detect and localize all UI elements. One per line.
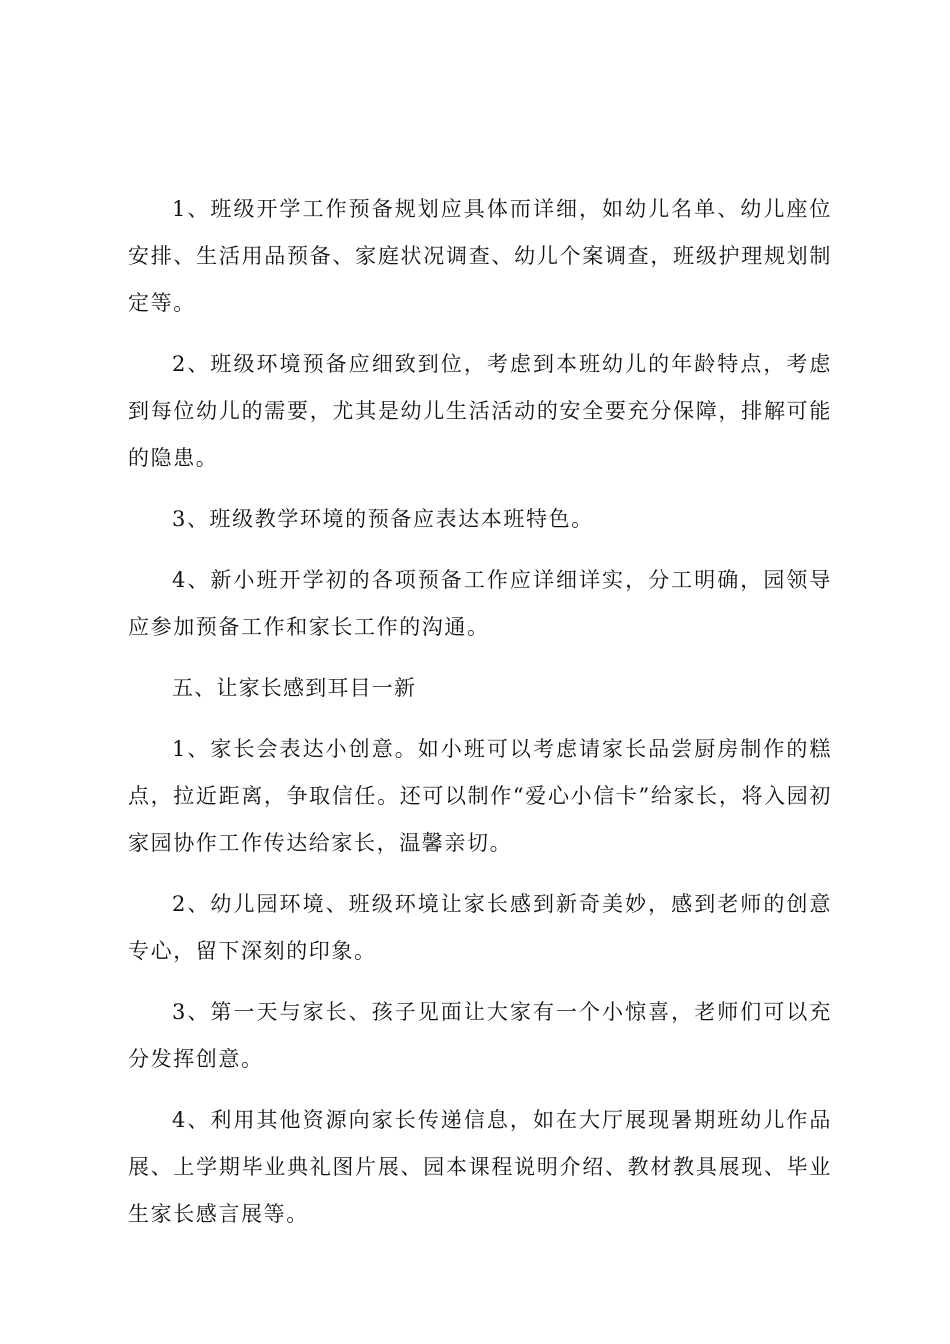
paragraph-first-day: 3、第一天与家长、孩子见面让大家有一个小惊喜，老师们可以充分发挥创意。: [128, 1000, 832, 1071]
paragraph-kindergarten-environment: 2、幼儿园环境、班级环境让家长感到新奇美妙，感到老师的创意专心，留下深刻的印象。: [128, 892, 832, 963]
paragraph-other-resources: 4、利用其他资源向家长传递信息，如在大厅展现暑期班幼儿作品展、上学期毕业典礼图片展、园本课程说明介绍、教材教具展现、毕业生家长感言展等。: [128, 1108, 832, 1226]
paragraph-parent-meeting: 1、家长会表达小创意。如小班可以考虑请家长品尝厨房制作的糕点，拉近距离，争取信任。还可以制作“爱心小信卡”给家长，将入园初家园协作工作传达给家长，温馨亲切。: [128, 737, 832, 855]
paragraph-teaching-environment: 3、班级教学环境的预备应表达本班特色。: [172, 507, 594, 531]
section-heading-parents: 五、让家长感到耳目一新: [172, 676, 417, 700]
paragraph-class-environment: 2、班级环境预备应细致到位，考虑到本班幼儿的年龄特点，考虑到每位幼儿的需要，尤其是幼儿生活活动的安全要充分保障，排解可能的隐患。: [128, 352, 832, 470]
document-body: [128, 186, 832, 1252]
paragraph-class-prep-plan: 1、班级开学工作预备规划应具体而详细，如幼儿名单、幼儿座位安排、生活用品预备、家庭状况调查、幼儿个案调查，班级护理规划制定等。: [128, 197, 832, 315]
paragraph-new-class-prep: 4、新小班开学初的各项预备工作应详细详实，分工明确，园领导应参加预备工作和家长工作的沟通。: [128, 568, 832, 639]
